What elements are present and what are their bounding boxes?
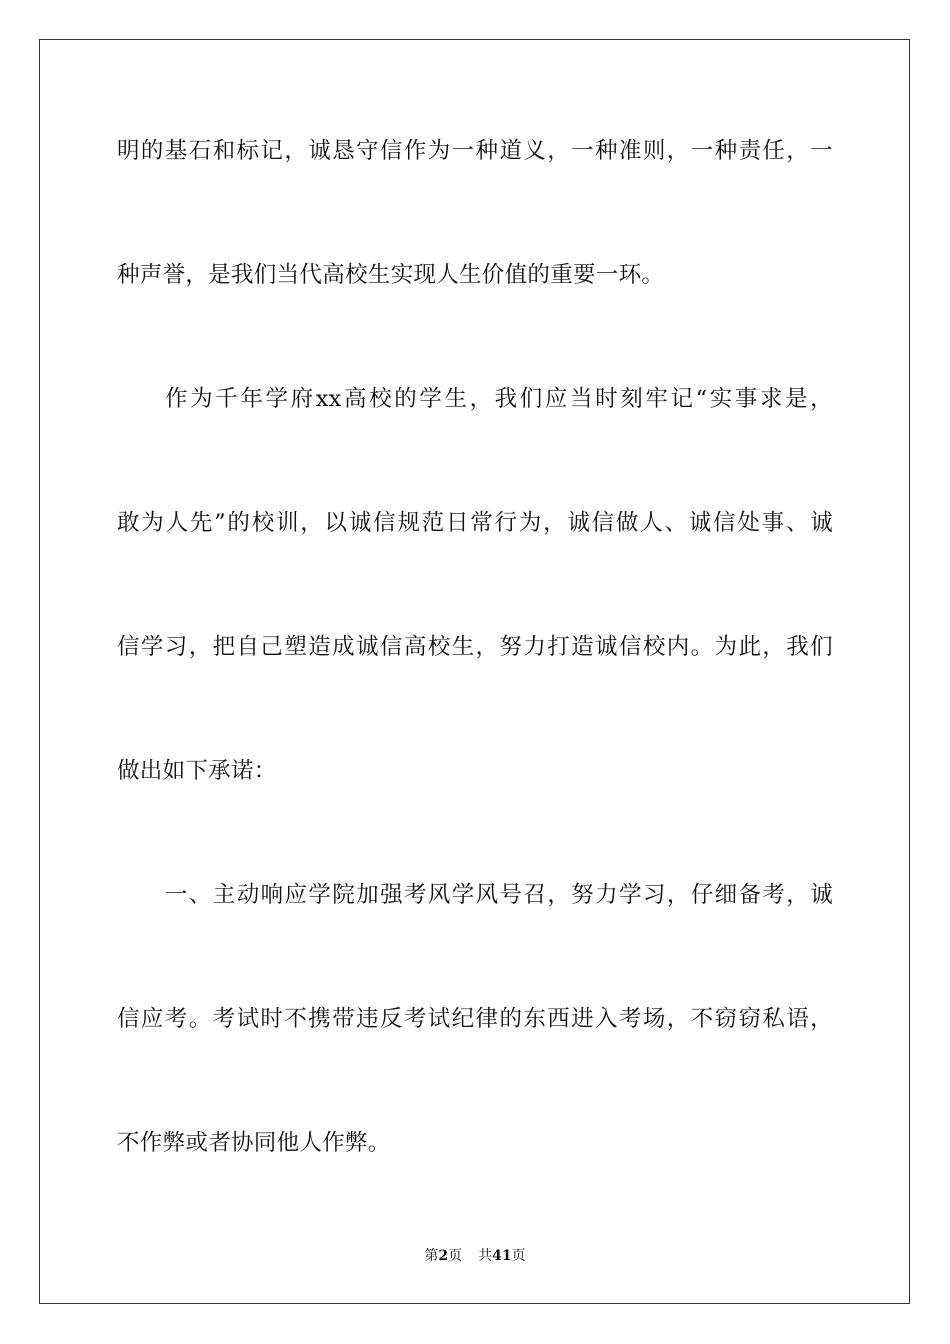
- paragraph-line: 信学习，把自己塑造成诚信高校生，努力打造诚信校内。为此，我们: [117, 634, 833, 660]
- total-suffix: 页: [511, 1248, 526, 1264]
- paragraph-line: 信应考。考试时不携带违反考试纪律的东西进入考场，不窃窃私语，: [117, 1006, 833, 1032]
- page-border: [39, 39, 910, 1304]
- paragraph-line: 一、主动响应学院加强考风学风号召，努力学习，仔细备考，诚: [165, 882, 833, 908]
- paragraph-line: 种声誉，是我们当代高校生实现人生价值的重要一环。: [117, 262, 665, 288]
- page-number: 2: [438, 1248, 449, 1264]
- paragraph-line: 敢为人先”的校训，以诚信规范日常行为，诚信做人、诚信处事、诚: [117, 510, 833, 536]
- page-suffix: 页: [448, 1248, 463, 1264]
- total-pages: 41: [492, 1248, 512, 1264]
- paragraph-line: 不作弊或者协同他人作弊。: [117, 1130, 391, 1156]
- paragraph-line: 明的基石和标记，诚恳守信作为一种道义，一种准则，一种责任，一: [117, 138, 833, 164]
- page-footer: [0, 1246, 950, 1266]
- total-prefix: 共: [478, 1248, 493, 1264]
- paragraph-line: 做出如下承诺：: [117, 758, 277, 784]
- page-prefix: 第: [424, 1248, 439, 1264]
- paragraph-line: 作为千年学府xx高校的学生，我们应当时刻牢记“实事求是，: [165, 386, 833, 412]
